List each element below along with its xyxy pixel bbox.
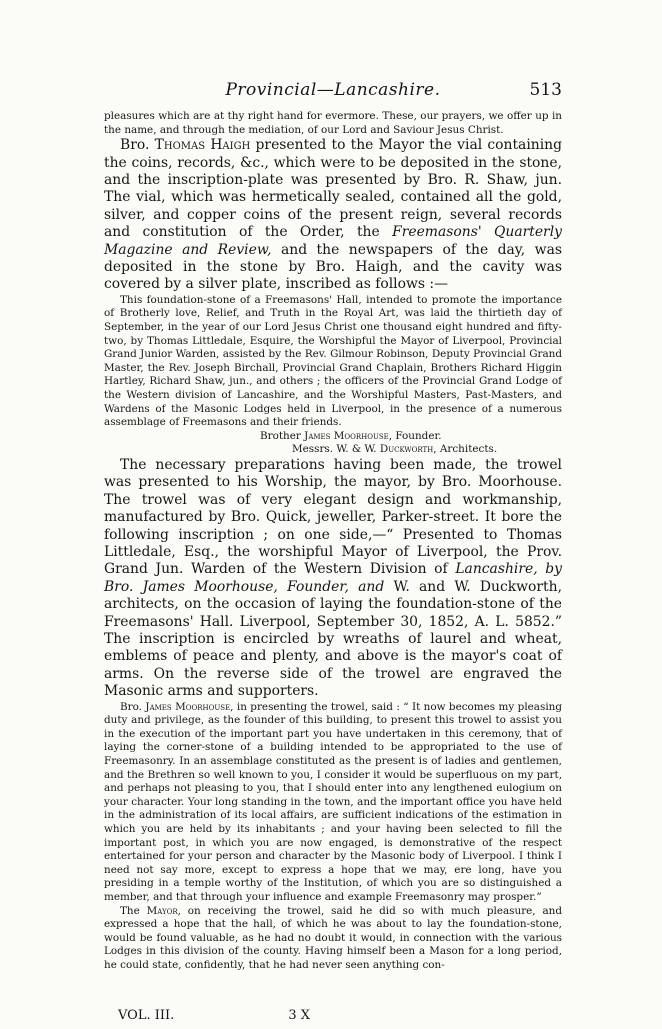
page-footer xyxy=(118,1008,310,1023)
text-span: Bro. xyxy=(120,700,146,713)
person-name: James Moorhouse xyxy=(304,429,389,442)
text-span: Messrs. W. & W. xyxy=(292,443,380,456)
text-span: presented to the Mayor the vial containing the coins, records, &c., which were to be deposited in the stone, and the inscription-plate was presented by Bro. R. Shaw, jun. The vial, which was hermetically sealed, contained all the gold, silver, and copper coins of the present reign, several records and constitution of the Order, the xyxy=(104,137,563,241)
text-span: , in presenting the trowel, said : “ It now becomes my pleasing duty and privilege, as the founder of this building, to present this trowel to assist you in the execution of the important part you have undertaken in this ceremony, that of laying the corner-stone of a building intended to be appropriated to the use of Freemasonry. In an assemblage constituted as the present is of ladies and gentlemen, and the Brethren so well known to you, I consider it would be superfluous on my part, and perhaps not pleasing to you, that I should enter into any lengthened eulogium on your character. Your long standing in the town, and the important office you have held in the administration of its local affairs, are sufficient indications of the estimation in which you are held by its inhabitants ; and your having been selected to fill the important post, in which you are now engaged, is demonstrative of the respect entertained for your person and character by the Masonic body of Liverpool. I think I need not say more, except to express a hope that we may, ere long, have you presiding in a temple worthy of the Institution, of which you are so distinguished a member, and that through your influence and example Freemasonry may prosper.” xyxy=(104,700,562,903)
text-span: , on receiving the trowel, said he did so with much pleasure, and expressed a hope that the hall, of which he was about to lay the foundation-stone, would be found valuable, as he had no doubt it would, in connection with the various Lodges in this division of the county. Having himself been a Mason for a long period, he could state, confidently, that he had never seen anything con- xyxy=(104,904,562,971)
person-name: James Moorhouse xyxy=(145,700,231,713)
text-span: The necessary preparations having been made, the trowel was presented to his Worship, the mayor, by Bro. Moorhouse. The trowel was of very elegant design and workmanship, manufactured by Bro. Quick, jeweller, Parker-street. It bore the following inscription ; on one side,—“ Presented to Thomas Littledale, Esq., the worshipful Mayor of Liverpool, the Prov. Grand Jun. Warden of the Western Division of xyxy=(104,456,562,578)
prayer-paragraph: pleasures which are at thy right hand for evermore. These, our prayers, we offer up in the name, and through the mediation, of our Lord and Saviour Jesus Christ. xyxy=(104,110,562,136)
body-text xyxy=(104,110,562,973)
text-span: W. and W. Duckworth, architects, on the occasion of laying the foundation-stone of the Freemasons' Hall. Liverpool, September 30, 1852, A. L. 5852.” The inscription is encircled by wreaths of laurel and wheat, emblems of peace and plenty, and above is the mayor's coat of arms. On the reverse side of the trowel are engraved the Masonic arms and supporters. xyxy=(104,578,562,700)
page-number: 513 xyxy=(529,80,562,100)
magazine-title: Freemasons' Quarterly Magazine and Review, xyxy=(104,224,562,258)
vial-paragraph xyxy=(104,137,562,294)
text-span: The xyxy=(120,904,147,917)
architects-signature xyxy=(104,443,562,457)
text-span: Bro. xyxy=(120,137,155,154)
trowel-paragraph xyxy=(104,457,562,701)
mayor-reply xyxy=(104,905,562,973)
italic-text: Lancashire, by Bro. James Moorhouse, Founder, and xyxy=(104,561,562,595)
person-name: Duckworth xyxy=(379,443,434,456)
person-name: Mayor xyxy=(146,904,178,917)
inscription-text: This foundation-stone of a Freemasons' Hall, intended to promote the importance of Brotherly love, Relief, and Truth in the Royal Art, was laid the thirtieth day of September, in the year of our Lord Jesus Christ one thousand eight hundred and fifty-two, by Thomas Littledale, Esquire, the Worshipful the Mayor of Liverpool, Provincial Grand Junior Warden, assisted by the Rev. Gilmour Robinson, Deputy Provincial Grand Master, the Rev. Joseph Birchall, Provincial Grand Chaplain, Brothers Richard Higgin Hartley, Richard Shaw, jun., and others ; the officers of the Provincial Grand Lodge of the Western division of Lancashire, and the Worshipful Masters, Past-Masters, and Wardens of the Masonic Lodges held in Liverpool, in the presence of a numerous assemblage of Freemasons and their friends. xyxy=(104,293,562,429)
moorhouse-speech xyxy=(104,701,562,905)
page-header xyxy=(104,80,562,104)
text-span: , Founder. xyxy=(388,429,442,442)
text-span: , Architects. xyxy=(433,443,498,456)
person-name: Thomas Haigh xyxy=(154,137,251,154)
text-span: Brother xyxy=(260,429,305,442)
text-span: and the newspapers of the day, was deposited in the stone by Bro. Haigh, and the cavity was covered by a silver plate, inscribed as follows :— xyxy=(104,241,562,293)
founder-signature xyxy=(104,430,562,444)
running-title: Provincial—Lancashire. xyxy=(225,80,441,100)
signature-mark: 3 X xyxy=(288,1008,311,1023)
volume-label: VOL. III. xyxy=(118,1008,175,1023)
